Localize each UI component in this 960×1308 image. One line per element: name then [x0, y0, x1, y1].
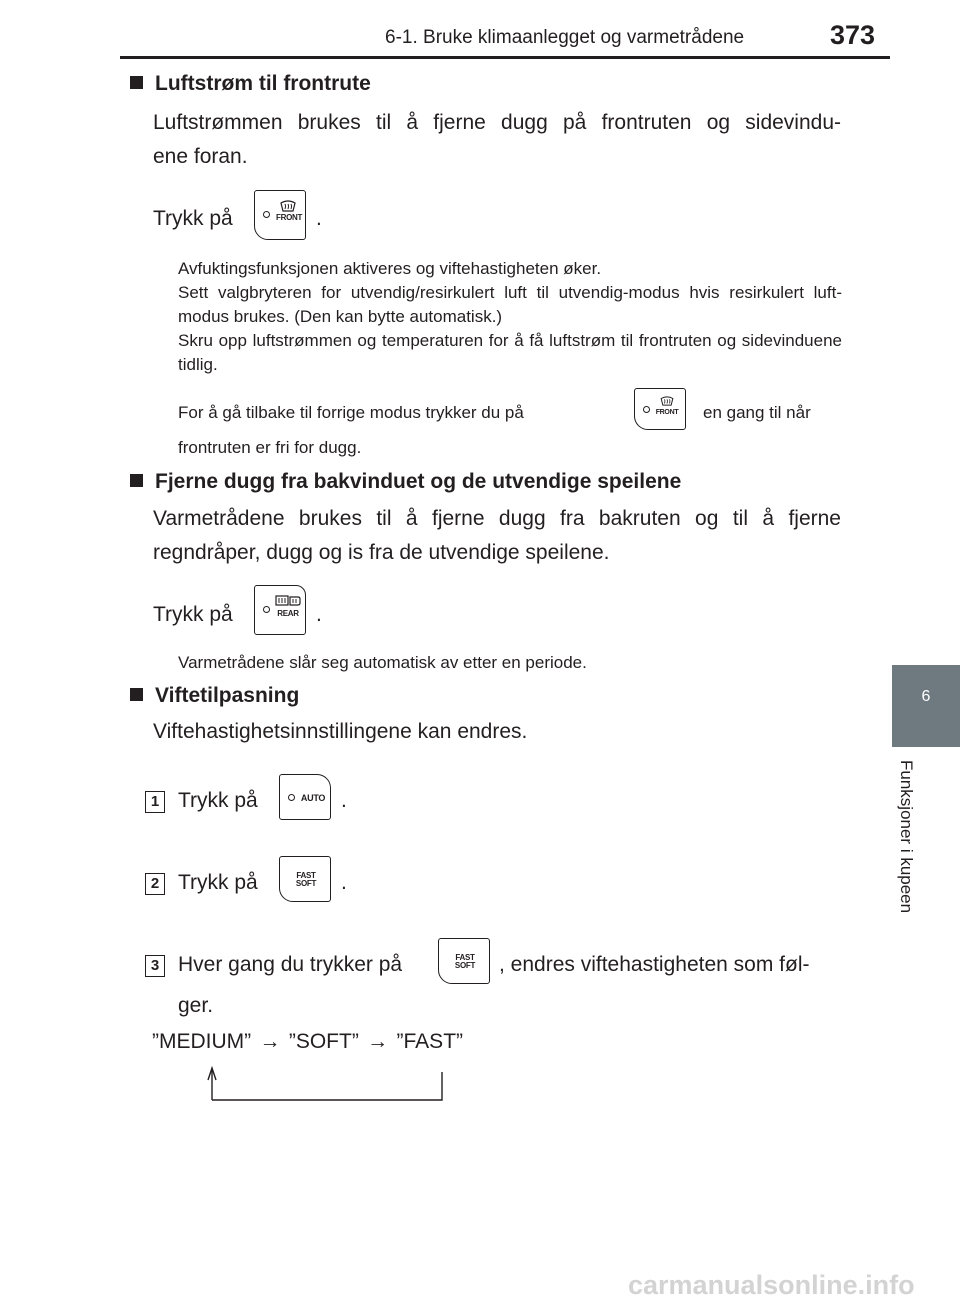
step-number-1: 1	[145, 791, 165, 813]
chapter-title: 6-1. Bruke klimaanlegget og varmetrådene	[385, 27, 745, 48]
arrow-right-icon: →	[367, 1030, 389, 1053]
indicator-led-icon	[263, 211, 270, 218]
soft-label: SOFT	[295, 879, 317, 888]
fast-soft-button-repeat[interactable]	[438, 938, 490, 984]
page-number: 373	[830, 20, 876, 50]
windshield-defrost-icon	[280, 200, 296, 212]
section2-press-prefix: Trykk på	[153, 603, 233, 626]
note-airflow-temp: Skru opp luftstrømmen og temperaturen for å få luftstrøm til frontruten og sidevinduene tidlig.	[178, 331, 842, 374]
mode-fast: ”FAST”	[396, 1030, 464, 1053]
step-number-3: 3	[145, 955, 165, 977]
section3-intro: Viftehastighetsinnstillingene kan endres.	[153, 720, 528, 743]
fan-mode-cycle	[152, 1030, 463, 1054]
step1-suffix: .	[341, 789, 347, 812]
note-return-prefix: For å gå tilbake til forrige modus trykker du på	[178, 403, 524, 422]
square-bullet-icon	[130, 688, 143, 701]
note-return-suffix: en gang til når	[703, 403, 811, 422]
chapter-tab	[892, 665, 960, 747]
section-heading-windshield: Luftstrøm til frontrute	[130, 72, 371, 96]
soft-label: SOFT	[454, 961, 476, 970]
section2-body: Varmetrådene brukes til å fjerne dugg fra bakruten og til å fjerne regndråper, dugg og is fra de utvendige speilene.	[153, 507, 841, 564]
note-dehumidify: Avfuktingsfunksjonen aktiveres og viftehastigheten øker.	[178, 259, 602, 278]
step3-prefix: Hver gang du trykker på	[178, 953, 403, 976]
auto-button-label: AUTO	[300, 793, 326, 803]
front-button-label: FRONT	[276, 213, 303, 222]
chapter-tab-number: 6	[921, 688, 931, 705]
front-button-label: FRONT	[655, 409, 679, 416]
indicator-led-icon	[288, 794, 295, 801]
header-rule	[120, 56, 890, 59]
section1-notes	[178, 257, 842, 377]
square-bullet-icon	[130, 76, 143, 89]
note-auto-off: Varmetrådene slår seg automatisk av etter en periode.	[178, 653, 587, 672]
auto-button[interactable]	[279, 774, 331, 820]
section1-press-prefix: Trykk på	[153, 207, 233, 230]
rear-button-label: REAR	[277, 609, 299, 618]
step-number-2: 2	[145, 873, 165, 895]
rear-defogger-button[interactable]	[254, 585, 306, 635]
section-heading-rear-defog: Fjerne dugg fra bakvinduet og de utvendige speilene	[130, 470, 681, 494]
indicator-led-icon	[263, 606, 270, 613]
windshield-defrost-icon	[660, 396, 674, 406]
fast-label: FAST	[296, 871, 316, 880]
step1-prefix: Trykk på	[178, 789, 258, 812]
section2-press-suffix: .	[316, 603, 322, 626]
chapter-side-label: Funksjoner i kupeen	[897, 760, 916, 914]
front-defroster-button[interactable]	[254, 190, 306, 240]
section1-body: Luftstrømmen brukes til å fjerne dugg på frontruten og sidevindu- ene foran.	[153, 111, 841, 168]
watermark: carmanualsonline.info	[628, 1270, 915, 1300]
step2-suffix: .	[341, 871, 347, 894]
step3-suffix: , endres viftehastigheten som føl-	[499, 953, 810, 976]
cycle-return-arrow-icon	[200, 1066, 450, 1102]
square-bullet-icon	[130, 474, 143, 487]
note-outside-air: Sett valgbryteren for utvendig/resirkulert luft til utvendig-modus hvis resirkulert luft-modus brukes. (Den kan bytte automatisk.)	[178, 283, 842, 326]
section-heading-fan: Viftetilpasning	[130, 684, 299, 708]
section1-press-suffix: .	[316, 207, 322, 230]
rear-mirror-defog-icon	[275, 595, 301, 606]
mode-medium: ”MEDIUM”	[152, 1030, 252, 1053]
fast-label: FAST	[455, 953, 475, 962]
arrow-right-icon: →	[259, 1030, 281, 1053]
front-defroster-button-small[interactable]	[634, 388, 686, 430]
note-return-line2: frontruten er fri for dugg.	[178, 438, 362, 457]
fast-soft-button[interactable]	[279, 856, 331, 902]
indicator-led-icon	[643, 406, 650, 413]
step3-line2: ger.	[178, 994, 214, 1017]
step2-prefix: Trykk på	[178, 871, 258, 894]
mode-soft: ”SOFT”	[288, 1030, 359, 1053]
